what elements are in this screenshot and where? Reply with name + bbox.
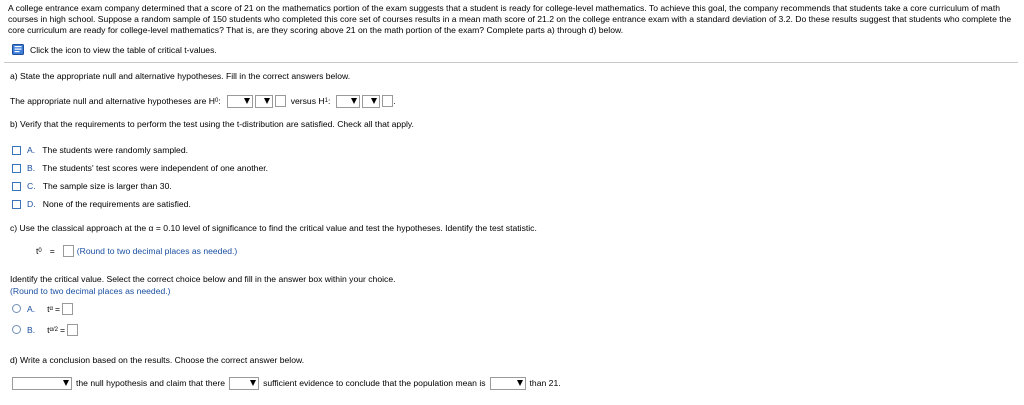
choice-a-radio[interactable]: [12, 304, 21, 313]
option-a[interactable]: [27, 145, 188, 155]
choice-b-t: t: [47, 325, 50, 335]
comparison-dropdown[interactable]: [490, 377, 526, 390]
critical-value-note: (Round to two decimal places as needed.): [10, 286, 171, 296]
choice-a[interactable]: [27, 302, 73, 316]
h0-value-input[interactable]: [275, 95, 286, 107]
option-a-letter: A.: [27, 145, 36, 155]
choice-b-subscript: α/2: [49, 327, 58, 333]
option-d-checkbox[interactable]: [12, 200, 21, 209]
table-book-icon[interactable]: [12, 44, 24, 55]
test-statistic-input[interactable]: [63, 245, 74, 257]
option-b-letter: B.: [27, 163, 36, 173]
chevron-down-icon: [264, 98, 270, 104]
choice-b-letter: B.: [27, 325, 36, 335]
choice-a-subscript: α: [49, 306, 53, 312]
part-a-heading: a) State the appropriate null and alternative hypotheses. Fill in the correct answers below.: [10, 71, 351, 81]
option-d-letter: D.: [27, 199, 36, 209]
chevron-down-icon: [517, 380, 523, 386]
hypotheses-prefix: The appropriate null and alternative hypotheses are H: [10, 96, 215, 106]
chevron-down-icon: [244, 98, 250, 104]
critical-value-a-input[interactable]: [62, 303, 73, 315]
option-a-checkbox[interactable]: [12, 146, 21, 155]
option-c-letter: C.: [27, 181, 36, 191]
part-b-heading: b) Verify that the requirements to perform the test using the t-distribution are satisfied. Check all that apply.: [10, 119, 414, 129]
critical-value-heading: Identify the critical value. Select the correct choice below and fill in the answer box within your choice.: [10, 274, 396, 284]
h1-subscript: 1: [324, 98, 328, 104]
chevron-down-icon: [63, 380, 69, 386]
t0-round-note: (Round to two decimal places as needed.): [76, 246, 238, 256]
h0-subscript: 0: [214, 98, 219, 104]
problem-statement: A college entrance exam company determined that a score of 21 on the mathematics portion of the exam suggests that a student is ready for college-level mathematics. To achieve this goal, the company recommends that students take a core curriculum of math courses in high school. Suppose a random sample of 150 students who completed this core set of courses results in a mean math score of 21.2 on the college entrance exam with a standard deviation of 3.2. Do these results suggest that students who complete the core curriculum are ready for college-level mathematics? That is, are they scoring above 21 on the math portion of the exam? Complete parts a) through d) below.: [8, 3, 1012, 35]
conclusion-text-2: sufficient evidence to conclude that the population mean is: [263, 378, 486, 388]
option-b-text: The students' test scores were independent of one another.: [42, 163, 268, 173]
option-d[interactable]: [27, 199, 191, 209]
t0-label: t: [36, 246, 39, 256]
evidence-dropdown[interactable]: [229, 377, 259, 390]
hypotheses-period: .: [393, 96, 396, 106]
critical-value-b-input[interactable]: [67, 324, 78, 336]
chevron-down-icon: [351, 98, 357, 104]
option-b[interactable]: [27, 163, 268, 173]
hypotheses-row: [10, 94, 396, 108]
h1-operator-dropdown[interactable]: [362, 95, 380, 108]
choice-b[interactable]: [27, 323, 78, 337]
option-c-text: The sample size is larger than 30.: [42, 181, 172, 191]
h1-parameter-dropdown[interactable]: [336, 95, 360, 108]
h1-value-input[interactable]: [382, 95, 396, 107]
versus-text: versus H: [290, 96, 325, 106]
option-d-text: None of the requirements are satisfied.: [42, 199, 191, 209]
h0-operator-dropdown[interactable]: [255, 95, 273, 108]
conclusion-text-3: than 21.: [529, 378, 561, 388]
divider: [4, 62, 1018, 63]
t0-subscript: 0: [38, 248, 42, 254]
t0-equals: =: [49, 246, 55, 256]
part-c-heading: c) Use the classical approach at the α = 0.10 level of significance to find the critical value and test the hypotheses. Identify the test statistic.: [10, 223, 537, 233]
option-c[interactable]: [27, 181, 172, 191]
choice-b-equals: =: [60, 325, 66, 335]
option-a-text: The students were randomly sampled.: [42, 145, 188, 155]
option-b-checkbox[interactable]: [12, 164, 21, 173]
test-statistic-row: [36, 244, 237, 258]
choice-a-t: t: [47, 304, 50, 314]
h0-parameter-dropdown[interactable]: [227, 95, 253, 108]
choice-a-equals: =: [54, 304, 61, 314]
reject-dropdown[interactable]: [12, 377, 72, 390]
chevron-down-icon: [371, 98, 377, 104]
chevron-down-icon: [250, 380, 256, 386]
option-c-checkbox[interactable]: [12, 182, 21, 191]
conclusion-row: [12, 376, 561, 390]
conclusion-text-1: the null hypothesis and claim that there: [76, 378, 226, 388]
choice-b-radio[interactable]: [12, 325, 21, 334]
choice-a-letter: A.: [27, 304, 36, 314]
h0-colon: :: [218, 96, 221, 106]
h1-colon: :: [327, 96, 331, 106]
part-d-heading: d) Write a conclusion based on the results. Choose the correct answer below.: [10, 355, 305, 365]
critical-values-link-text: Click the icon to view the table of critical t-values.: [30, 45, 217, 55]
